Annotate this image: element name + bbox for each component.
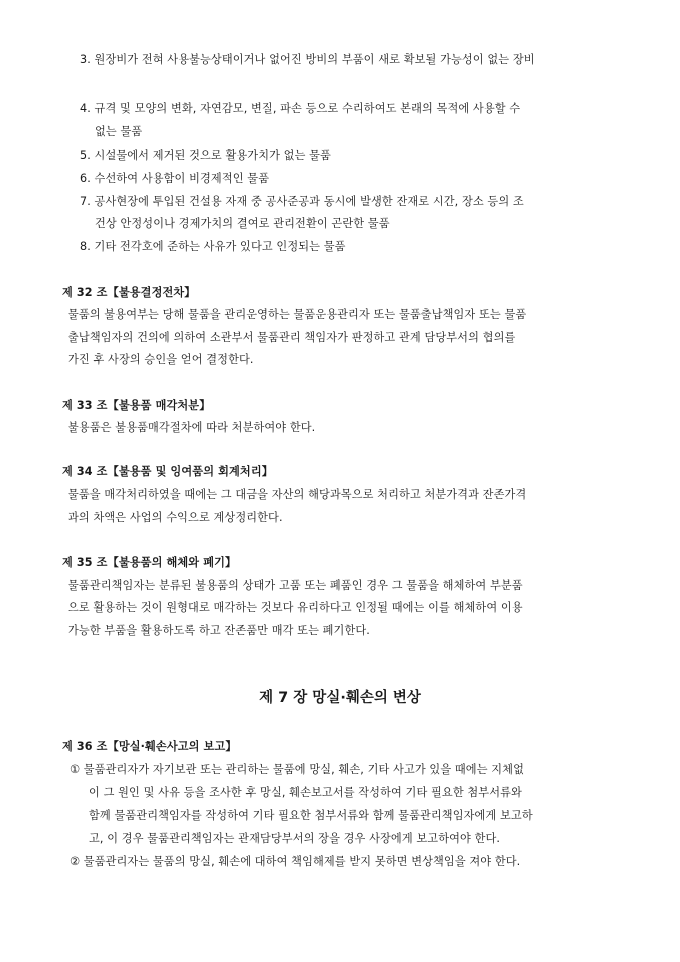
list-number: 3. <box>80 53 91 66</box>
article-36-item-1 <box>70 762 524 778</box>
article-36-item-1-cont-2: 함께 물품관리책임자를 작성하여 기타 필요한 첨부서류와 함께 물품관리책임자에게 보고하 <box>89 809 533 822</box>
article-36-item-1-cont-1: 이 그 원인 및 사유 등을 조사한 후 망실, 훼손보고서를 작성하여 기타 필요한 첨부서류와 <box>89 786 522 799</box>
article-32-line-3: 가진 후 사장의 승인을 얻어 결정한다. <box>68 353 254 366</box>
list-item-6 <box>80 171 269 187</box>
list-item-4-cont: 없는 물품 <box>95 125 143 138</box>
item-text: 물품관리자가 자기보관 또는 관리하는 물품에 망실, 훼손, 기타 사고가 있을 때에는 지체없 <box>83 763 524 776</box>
list-text: 기타 전각호에 준하는 사유가 있다고 인정되는 물품 <box>94 240 346 253</box>
list-item-5 <box>80 148 331 164</box>
article-35-line-1: 물품관리책임자는 분류된 불용품의 상태가 고품 또는 폐품인 경우 그 물품을 해체하여 부분품 <box>68 579 523 592</box>
article-32-heading: 제 32 조【불용결정전차】 <box>62 286 196 299</box>
list-text: 시설물에서 제거된 것으로 활용가치가 없는 물품 <box>94 149 331 162</box>
article-35-heading: 제 35 조【불용품의 해체와 폐기】 <box>62 556 237 569</box>
list-number: 5. <box>80 149 91 162</box>
list-item-3 <box>80 52 535 68</box>
list-text: 수선하여 사용함이 비경제적인 물품 <box>94 172 270 185</box>
article-34-heading: 제 34 조【불용품 및 잉여품의 회계처리】 <box>62 465 274 478</box>
list-number: 7. <box>80 195 91 208</box>
article-36-heading: 제 36 조【망실·훼손사고의 보고】 <box>62 740 237 753</box>
article-36-item-2 <box>70 854 520 870</box>
article-32-line-2: 출납책임자의 건의에 의하여 소관부서 물품관리 책임자가 판정하고 관계 담당부서의 협의를 <box>68 331 516 344</box>
list-item-7 <box>80 194 524 210</box>
article-34-line-2: 과의 차액은 사업의 수익으로 계상정리한다. <box>68 511 283 524</box>
list-text: 원장비가 전혀 사용불능상태이거나 없어진 방비의 부품이 새로 확보될 가능성이 없는 장비 <box>94 53 535 66</box>
article-33-line-1: 불용품은 불용품매각절차에 따라 처분하여야 한다. <box>68 421 316 434</box>
list-text: 규격 및 모양의 변화, 자연감모, 변질, 파손 등으로 수리하여도 본래의 목적에 사용할 수 <box>94 102 521 115</box>
item-text: 물품관리자는 물품의 망실, 훼손에 대하여 책임해제를 받지 못하면 변상책임을 져야 한다. <box>83 855 521 868</box>
circled-number: ① <box>70 763 81 776</box>
list-text: 공사현장에 투입된 건설용 자재 중 공사준공과 동시에 발생한 잔재로 시간, 장소 등의 조 <box>94 195 524 208</box>
chapter-title: 제 7 장 망실·훼손의 변상 <box>259 690 421 706</box>
article-35-line-2: 으로 활용하는 것이 원형대로 매각하는 것보다 유리하다고 인정될 때에는 이를 해체하여 이용 <box>68 601 523 614</box>
list-item-4 <box>80 101 520 117</box>
list-number: 8. <box>80 240 91 253</box>
circled-number: ② <box>70 855 81 868</box>
article-32-line-1: 물품의 불용여부는 당해 물품을 관리운영하는 물품운용관리자 또는 물품출납책임자 또는 물품 <box>68 308 527 321</box>
list-number: 4. <box>80 102 91 115</box>
article-35-line-3: 가능한 부품을 활용하도록 하고 잔존품만 매각 또는 폐기한다. <box>68 624 370 637</box>
list-number: 6. <box>80 172 91 185</box>
list-item-8 <box>80 239 346 255</box>
list-item-7-cont: 건상 안정성이나 경제가치의 결여로 관리전환이 곤란한 물품 <box>95 217 390 230</box>
article-36-item-1-cont-3: 고, 이 경우 물품관리책임자는 관재담당부서의 장을 경우 사장에게 보고하여야 한다. <box>89 832 501 845</box>
article-34-line-1: 물품을 매각처리하였을 때에는 그 대금을 자산의 해당과목으로 처리하고 처분가격과 잔존가격 <box>68 488 527 501</box>
article-33-heading: 제 33 조【불용품 매각처분】 <box>62 399 211 412</box>
